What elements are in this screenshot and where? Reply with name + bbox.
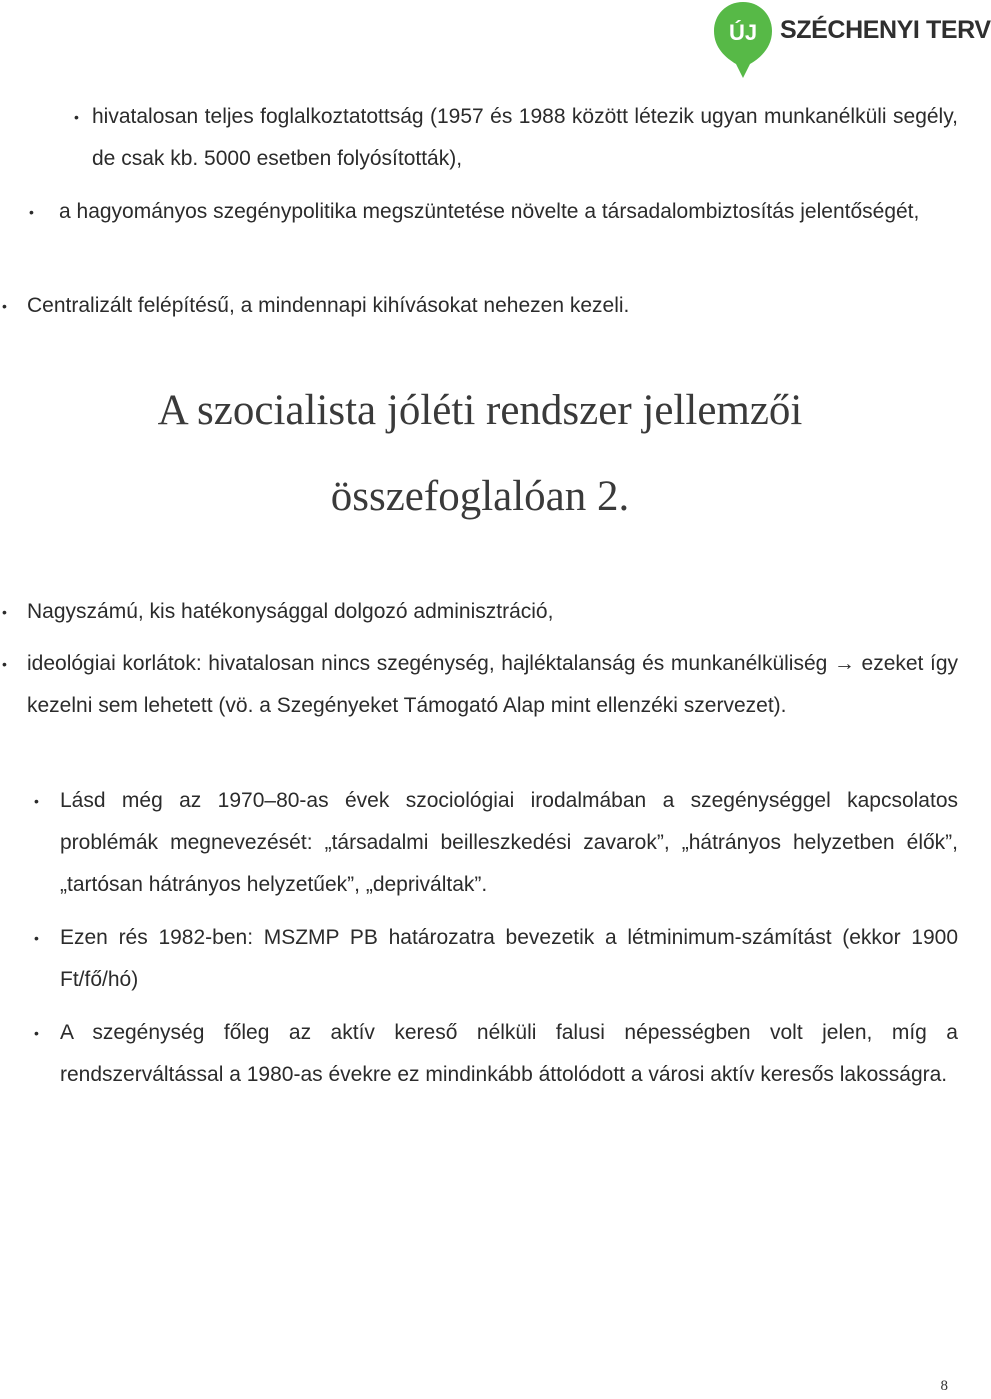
- bullet-icon: •: [34, 793, 39, 809]
- bullet-icon: •: [2, 656, 7, 672]
- bullet-text: Ezen rés 1982-ben: MSZMP PB határozatra bevezetik a létminimum-számítást (ekkor 1900 Ft/fő/hó): [60, 926, 958, 991]
- logo-mark-text: ÚJ: [728, 20, 758, 45]
- bullet-icon: •: [74, 109, 79, 125]
- uj-logo-icon: [712, 0, 774, 80]
- page-number: 8: [940, 1378, 948, 1394]
- logo-text: SZÉCHENYI TERV: [780, 16, 991, 44]
- bullet-item: [2, 285, 958, 327]
- bullet-item: [34, 780, 958, 906]
- bullet-item: [74, 96, 958, 180]
- bullet-item: [2, 643, 958, 727]
- page-title-line-2: összefoglalóan 2.: [330, 473, 630, 520]
- bullet-item: [34, 917, 958, 1001]
- bullet-text: A szegénység főleg az aktív kereső nélküli falusi népességben volt jelen, míg a rendszerváltással a 1980-as évekre ez mindinkább áttolódott a városi aktív keresős lakosságra.: [60, 1021, 958, 1086]
- bullet-icon: •: [2, 604, 7, 620]
- bullet-text: Lásd még az 1970–80-as évek szociológiai irodalmában a szegénységgel kapcsolatos problémák megnevezését: „társadalmi beilleszkedési zavarok”, „hátrányos helyzetben élők”, „tartósan hátrányos helyzetűek”, „depriváltak”.: [60, 789, 958, 896]
- bullet-icon: •: [2, 298, 7, 314]
- bullet-text: ideológiai korlátok: hivatalosan nincs szegénység, hajléktalanság és munkanélküliség → ezeket így kezelni sem lehetett (vö. a Szegényeket Támogató Alap mint ellenzéki szervezet).: [27, 652, 958, 717]
- page-title-line-1: A szocialista jóléti rendszer jellemzői: [157, 387, 803, 434]
- bullet-text: Nagyszámú, kis hatékonysággal dolgozó adminisztráció,: [27, 600, 554, 623]
- bullet-icon: •: [34, 930, 39, 946]
- szechenyi-terv-logo: [708, 0, 991, 80]
- bullet-icon: •: [29, 204, 34, 220]
- bullet-text: Centralizált felépítésű, a mindennapi kihívásokat nehezen kezeli.: [27, 294, 630, 317]
- bullet-item: [34, 1012, 958, 1096]
- bullet-item: [29, 191, 958, 233]
- bullet-text: a hagyományos szegénypolitika megszüntetése növelte a társadalombiztosítás jelentőségét,: [59, 200, 920, 223]
- bullet-icon: •: [34, 1025, 39, 1041]
- bullet-text: hivatalosan teljes foglalkoztatottság (1957 és 1988 között létezik ugyan munkanélküli segély, de csak kb. 5000 esetben folyósították),: [92, 105, 958, 170]
- bullet-item: [2, 591, 958, 633]
